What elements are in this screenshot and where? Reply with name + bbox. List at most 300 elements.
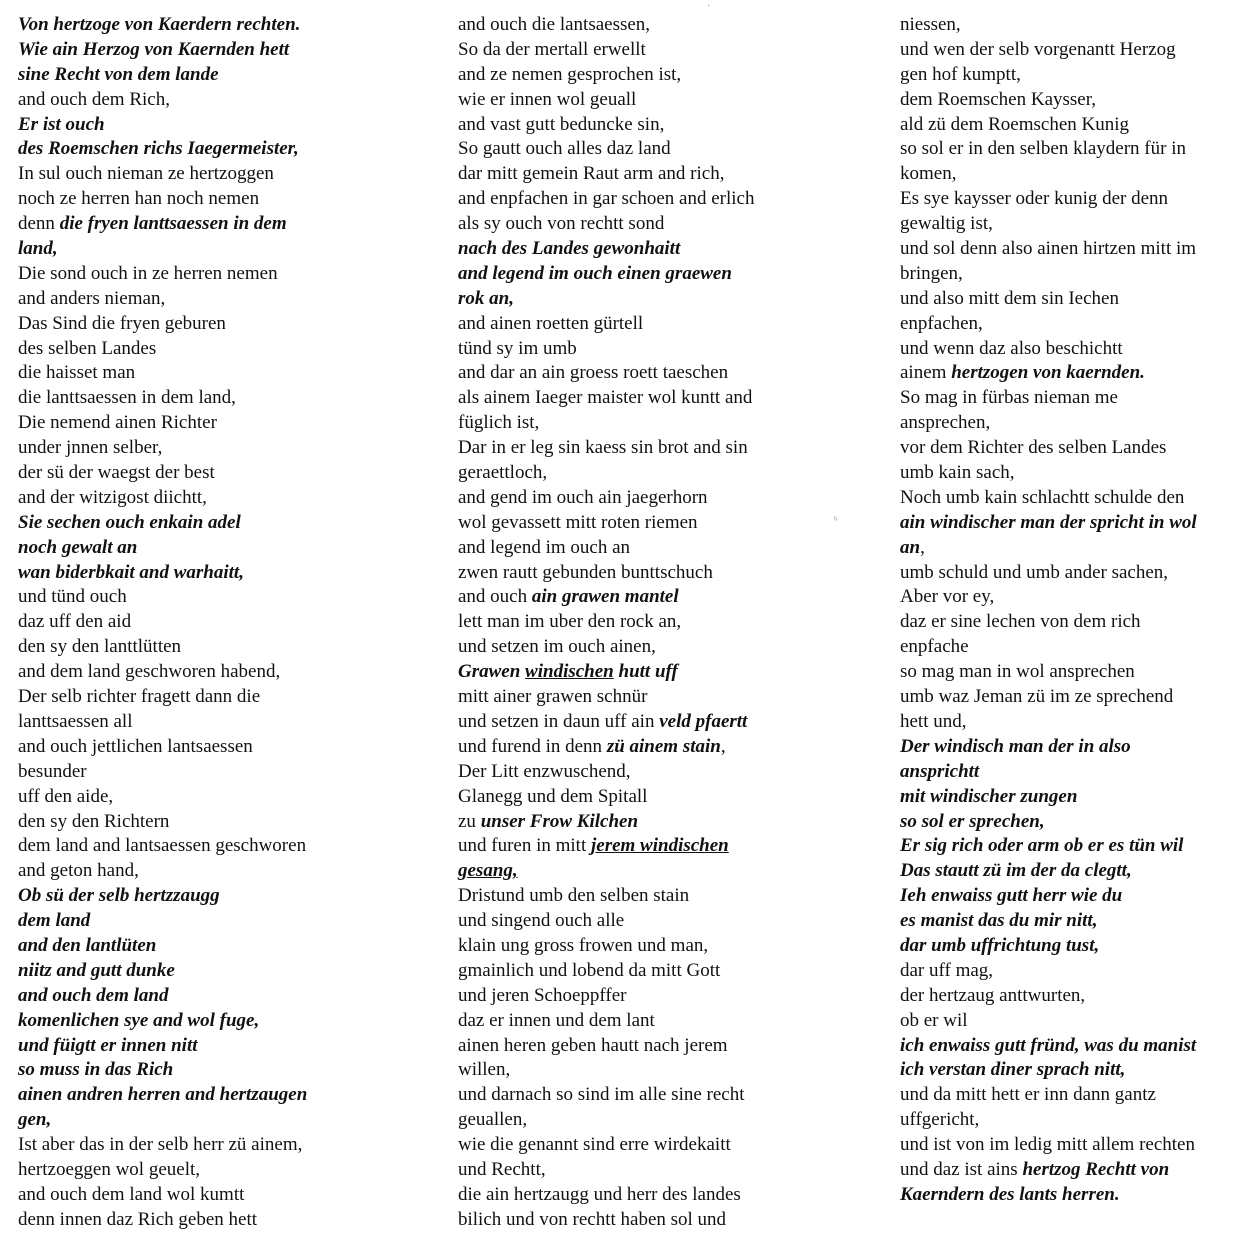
text-segment: Der Litt enzwuschend,: [458, 760, 631, 782]
text-line: [900, 1158, 1197, 1183]
text-line: [900, 187, 1197, 212]
text-line: [900, 1083, 1197, 1108]
text-line: [458, 511, 754, 536]
text-segment: umb schuld und umb ander sachen,: [900, 561, 1169, 583]
text-line: [900, 884, 1197, 909]
text-line: [458, 486, 754, 511]
text-line: [900, 1058, 1197, 1083]
text-line: [900, 585, 1197, 610]
text-line: [900, 461, 1197, 486]
emphasized-text: unser Frow Kilchen: [480, 810, 639, 832]
text-column-left: [18, 13, 307, 1233]
text-line: [18, 511, 307, 536]
emphasized-text: und füigtt er innen nitt: [18, 1034, 198, 1056]
text-line: [18, 585, 307, 610]
text-segment: und singend ouch alle: [458, 910, 625, 932]
text-segment: ainem: [900, 362, 952, 384]
text-segment: wol gevassett mitt roten riemen: [458, 511, 698, 533]
text-line: [18, 909, 307, 934]
text-line: [18, 536, 307, 561]
text-line: [900, 934, 1197, 959]
text-segment: mitt ainer grawen schnür: [458, 686, 648, 708]
text-line: [18, 461, 307, 486]
text-line: [458, 785, 754, 810]
emphasized-text: Von hertzoge von Kaerdern rechten.: [18, 14, 301, 35]
text-segment: als ainem Iaeger maister wol kuntt and: [458, 387, 753, 409]
text-segment: bringen,: [900, 262, 963, 284]
text-line: [18, 660, 307, 685]
text-segment: In sul ouch nieman ze hertzoggen: [18, 163, 274, 185]
emphasized-text: Das stautt zü im der da clegtt,: [900, 860, 1132, 882]
text-segment: willen,: [458, 1059, 511, 1081]
text-line: [900, 237, 1197, 262]
emphasized-text: so muss in das Rich: [18, 1059, 174, 1081]
text-line: [458, 810, 754, 835]
text-line: [900, 1009, 1197, 1034]
emphasized-text: ainen andren herren and hertzaugen: [18, 1084, 308, 1106]
text-line: [18, 38, 307, 63]
text-line: [458, 685, 754, 710]
text-line: [18, 984, 307, 1009]
text-segment: gmainlich und lobend da mitt Gott: [458, 959, 721, 981]
text-segment: and ouch: [458, 586, 532, 608]
emphasized-text: Grawen: [458, 661, 526, 683]
text-line: [900, 38, 1197, 63]
text-line: [18, 735, 307, 760]
text-line: [18, 1058, 307, 1083]
text-line: [900, 1183, 1197, 1208]
text-segment: noch ze herren han noch nemen: [18, 188, 260, 210]
text-line: [900, 760, 1197, 785]
emphasized-text: noch gewalt an: [18, 536, 138, 558]
text-segment: Das Sind die fryen geburen: [18, 312, 226, 334]
text-line: [18, 113, 307, 138]
text-segment: daz er innen und dem lant: [458, 1009, 655, 1031]
text-segment: So gautt ouch alles daz land: [458, 138, 671, 160]
emphasized-text: ain grawen mantel: [531, 586, 679, 608]
text-segment: zu: [458, 810, 481, 832]
text-line: [18, 287, 307, 312]
text-segment: der hertzaug anttwurten,: [900, 984, 1086, 1006]
text-segment: uff den aide,: [18, 785, 114, 807]
text-segment: and anders nieman,: [18, 287, 166, 309]
text-line: [458, 63, 754, 88]
text-segment: ,: [720, 735, 726, 757]
text-segment: daz er sine lechen von dem rich: [900, 611, 1141, 633]
text-line: [18, 486, 307, 511]
text-line: [458, 859, 754, 884]
text-line: [18, 212, 307, 237]
emphasized-text: niitz and gutt dunke: [18, 959, 175, 981]
text-segment: and ouch die lantsaessen,: [458, 14, 651, 35]
text-line: [458, 411, 754, 436]
text-line: [458, 436, 754, 461]
text-segment: klain ung gross frowen und man,: [458, 934, 709, 956]
text-segment: and dar an ain groess roett taeschen: [458, 362, 729, 384]
text-line: [458, 237, 754, 262]
emphasized-text: des Roemschen richs Iaegermeister,: [18, 138, 299, 160]
text-line: [458, 361, 754, 386]
text-line: [900, 511, 1197, 536]
text-line: [458, 660, 754, 685]
text-line: [900, 561, 1197, 586]
text-segment: lett man im uber den rock an,: [458, 611, 682, 633]
text-line: [18, 685, 307, 710]
text-segment: so sol er in den selben klaydern für in: [900, 138, 1186, 160]
text-segment: enpfache: [900, 636, 969, 658]
text-line: [18, 934, 307, 959]
text-line: [900, 984, 1197, 1009]
text-line: [18, 1034, 307, 1059]
text-line: [458, 386, 754, 411]
text-line: [18, 834, 307, 859]
text-segment: wie die genannt sind erre wirdekaitt: [458, 1134, 731, 1156]
text-line: [900, 635, 1197, 660]
text-line: [900, 262, 1197, 287]
text-segment: Der selb richter fragett dann die: [18, 686, 261, 708]
text-segment: geuallen,: [458, 1109, 528, 1131]
text-line: [458, 1034, 754, 1059]
text-line: [458, 461, 754, 486]
text-line: [18, 959, 307, 984]
text-segment: geraettloch,: [458, 462, 548, 484]
emphasized-text: Ob sü der selb hertzzaugg: [18, 885, 220, 907]
text-line: [18, 262, 307, 287]
text-segment: ,: [920, 536, 925, 558]
text-line: [458, 162, 754, 187]
emphasized-text: an: [900, 536, 921, 558]
text-line: [458, 262, 754, 287]
text-line: [900, 486, 1197, 511]
text-segment: und daz ist ains: [900, 1158, 1023, 1180]
emphasized-text: and legend im ouch einen graewen: [458, 262, 732, 284]
text-line: [900, 13, 1197, 38]
text-segment: dar mitt gemein Raut arm and rich,: [458, 163, 725, 185]
text-segment: ob er wil: [900, 1009, 968, 1031]
text-line: [458, 710, 754, 735]
emphasized-text: hertzogen von kaernden.: [951, 362, 1145, 384]
text-line: [18, 710, 307, 735]
text-segment: füglich ist,: [458, 412, 540, 434]
text-line: [458, 287, 754, 312]
emphasized-text: zü ainem stain: [606, 735, 721, 757]
text-segment: and dem land geschworen habend,: [18, 661, 281, 683]
text-segment: ald zü dem Roemschen Kunig: [900, 113, 1130, 135]
text-column-right: [900, 13, 1197, 1208]
text-line: [458, 834, 754, 859]
text-line: [900, 137, 1197, 162]
text-line: [18, 237, 307, 262]
text-line: [900, 212, 1197, 237]
text-line: [900, 710, 1197, 735]
text-segment: die haisset man: [18, 362, 136, 384]
text-line: [458, 585, 754, 610]
text-segment: Dar in er leg sin kaess sin brot and sin: [458, 437, 748, 459]
text-segment: Ist aber das in der selb herr zü ainem,: [18, 1134, 303, 1156]
text-line: [18, 63, 307, 88]
text-segment: und furen in mitt: [458, 835, 591, 857]
emphasized-text: nach des Landes gewonhaitt: [458, 238, 681, 260]
text-segment: Aber vor ey,: [900, 586, 995, 608]
text-segment: die lanttsaessen in dem land,: [18, 387, 236, 409]
emphasized-text: Ieh enwaiss gutt herr wie du: [900, 885, 1123, 907]
emphasized-text: gesang,: [458, 860, 518, 882]
text-segment: und wen der selb vorgenantt Herzog: [900, 38, 1176, 60]
text-line: [18, 312, 307, 337]
text-segment: bilich und von rechtt haben sol und: [458, 1208, 727, 1230]
text-line: [18, 162, 307, 187]
text-segment: gewaltig ist,: [900, 213, 993, 235]
text-segment: Die nemend ainen Richter: [18, 412, 217, 434]
emphasized-text: so sol er sprechen,: [900, 810, 1045, 832]
text-segment: Noch umb kain schlachtt schulde den: [900, 486, 1185, 508]
text-segment: und wenn daz also beschichtt: [900, 337, 1123, 359]
text-segment: so mag man in wol ansprechen: [900, 661, 1135, 683]
emphasized-text: wan biderbkait and warhaitt,: [18, 561, 244, 583]
emphasized-text: Er ist ouch: [18, 113, 105, 135]
emphasized-text: gen,: [18, 1109, 52, 1131]
text-segment: und sol denn also ainen hirtzen mitt im: [900, 238, 1197, 260]
text-line: [900, 386, 1197, 411]
text-segment: wie er innen wol geuall: [458, 88, 637, 110]
text-line: [900, 735, 1197, 760]
emphasized-text: jerem windischen: [590, 835, 729, 857]
text-line: [18, 436, 307, 461]
text-line: [458, 1133, 754, 1158]
text-line: [900, 287, 1197, 312]
text-line: [458, 212, 754, 237]
text-line: [18, 187, 307, 212]
text-line: [18, 859, 307, 884]
text-line: [458, 760, 754, 785]
text-line: [18, 13, 307, 38]
text-line: [458, 88, 754, 113]
text-segment: ansprechen,: [900, 412, 991, 434]
text-segment: und setzen im ouch ainen,: [458, 636, 656, 658]
emphasized-text: sine Recht von dem lande: [18, 63, 219, 85]
text-line: [900, 610, 1197, 635]
text-segment: tünd sy im umb: [458, 337, 577, 359]
text-line: [458, 187, 754, 212]
emphasized-text: Kaerndern des lants herren.: [900, 1183, 1120, 1205]
text-line: [458, 561, 754, 586]
text-segment: and geton hand,: [18, 860, 139, 882]
text-column-middle: [458, 13, 754, 1233]
emphasized-text: rok an,: [458, 287, 514, 309]
text-line: [900, 113, 1197, 138]
text-segment: vor dem Richter des selben Landes: [900, 437, 1167, 459]
text-line: [900, 162, 1197, 187]
text-segment: und darnach so sind im alle sine recht: [458, 1084, 745, 1106]
text-segment: dar uff mag,: [900, 959, 994, 981]
text-line: [458, 984, 754, 1009]
text-line: [18, 411, 307, 436]
text-segment: den sy den lanttlütten: [18, 636, 182, 658]
emphasized-text: windischen: [525, 661, 614, 683]
emphasized-text: Er sig rich oder arm ob er es tün wil: [900, 835, 1184, 857]
text-segment: und also mitt dem sin Iechen: [900, 287, 1119, 309]
text-line: [18, 1133, 307, 1158]
text-segment: and legend im ouch an: [458, 536, 631, 558]
emphasized-text: ain windischer man der spricht in wol: [900, 511, 1197, 533]
text-line: [900, 63, 1197, 88]
text-segment: als sy ouch von rechtt sond: [458, 213, 665, 235]
text-segment: zwen rautt gebunden bunttschuch: [458, 561, 713, 583]
text-line: [458, 959, 754, 984]
emphasized-text: es manist das du mir nitt,: [900, 910, 1098, 932]
text-line: [900, 536, 1197, 561]
text-segment: lanttsaessen all: [18, 710, 133, 732]
text-segment: komen,: [900, 163, 957, 185]
emphasized-text: hertzog Rechtt von: [1022, 1158, 1170, 1180]
text-segment: enpfachen,: [900, 312, 983, 334]
text-line: [458, 113, 754, 138]
text-segment: and ainen roetten gürtell: [458, 312, 644, 334]
text-line: [18, 1009, 307, 1034]
text-line: [900, 436, 1197, 461]
text-line: [18, 1158, 307, 1183]
text-line: [458, 1083, 754, 1108]
text-segment: under jnnen selber,: [18, 437, 163, 459]
text-line: [458, 635, 754, 660]
text-segment: and der witzigost diichtt,: [18, 486, 207, 508]
text-segment: and ouch dem land wol kumtt: [18, 1183, 245, 1205]
emphasized-text: veld pfaertt: [659, 710, 748, 732]
text-line: [458, 312, 754, 337]
emphasized-text: ich enwaiss gutt fründ, was du manist: [900, 1034, 1197, 1056]
text-line: [18, 361, 307, 386]
text-segment: und ist von im ledig mitt allem rechten: [900, 1134, 1195, 1156]
emphasized-text: dem land: [18, 910, 91, 932]
emphasized-text: hutt uff: [613, 661, 678, 683]
text-line: [458, 536, 754, 561]
text-segment: gen hof kumptt,: [900, 63, 1021, 85]
text-line: [458, 38, 754, 63]
emphasized-text: ich verstan diner sprach nitt,: [900, 1059, 1126, 1081]
text-line: [18, 1108, 307, 1133]
text-line: [458, 934, 754, 959]
text-segment: hertzoeggen wol geuelt,: [18, 1158, 201, 1180]
text-segment: umb kain sach,: [900, 462, 1015, 484]
text-segment: and ouch jettlichen lantsaessen: [18, 735, 253, 757]
emphasized-text: land,: [18, 238, 58, 260]
text-segment: So mag in fürbas nieman me: [900, 387, 1118, 409]
text-line: [458, 137, 754, 162]
text-line: [18, 88, 307, 113]
text-line: [18, 884, 307, 909]
text-line: [18, 785, 307, 810]
text-line: [900, 834, 1197, 859]
text-line: [18, 137, 307, 162]
text-line: [900, 810, 1197, 835]
text-line: [900, 859, 1197, 884]
emphasized-text: komenlichen sye and wol fuge,: [18, 1009, 260, 1031]
text-line: [900, 1034, 1197, 1059]
emphasized-text: and ouch dem land: [18, 984, 169, 1006]
text-line: [900, 685, 1197, 710]
text-segment: and ze nemen gesprochen ist,: [458, 63, 682, 85]
text-line: [900, 361, 1197, 386]
text-segment: niessen,: [900, 14, 961, 35]
text-line: [458, 13, 754, 38]
text-segment: uffgericht,: [900, 1109, 980, 1131]
text-line: [18, 561, 307, 586]
text-line: [900, 88, 1197, 113]
text-line: [900, 1108, 1197, 1133]
text-segment: and enpfachen in gar schoen and erlich: [458, 188, 755, 210]
text-line: [18, 610, 307, 635]
text-segment: und Rechtt,: [458, 1158, 546, 1180]
text-segment: des selben Landes: [18, 337, 157, 359]
text-line: [900, 909, 1197, 934]
text-segment: daz uff den aid: [18, 611, 132, 633]
text-segment: So da der mertall erwellt: [458, 38, 646, 60]
text-line: [18, 635, 307, 660]
text-line: [18, 1208, 307, 1233]
text-segment: den sy den Richtern: [18, 810, 170, 832]
scan-speck: ᵇ: [834, 515, 838, 526]
text-line: [18, 1083, 307, 1108]
text-line: [458, 610, 754, 635]
text-segment: Es sye kaysser oder kunig der denn: [900, 188, 1169, 210]
text-segment: umb waz Jeman zü im ze sprechend: [900, 686, 1174, 708]
text-line: [458, 1009, 754, 1034]
text-line: [18, 386, 307, 411]
text-segment: und jeren Schoeppffer: [458, 984, 627, 1006]
text-line: [18, 810, 307, 835]
text-segment: und tünd ouch: [18, 586, 127, 608]
text-segment: dem Roemschen Kaysser,: [900, 88, 1097, 110]
text-line: [458, 1058, 754, 1083]
text-segment: und furend in denn: [458, 735, 607, 757]
emphasized-text: Der windisch man der in also: [900, 735, 1131, 757]
text-line: [900, 959, 1197, 984]
text-line: [458, 1208, 754, 1233]
text-line: [458, 1183, 754, 1208]
text-segment: besunder: [18, 760, 87, 782]
text-segment: and vast gutt beduncke sin,: [458, 113, 665, 135]
text-line: [900, 337, 1197, 362]
text-segment: und da mitt hett er inn dann gantz: [900, 1084, 1156, 1106]
text-line: [458, 337, 754, 362]
text-line: [18, 337, 307, 362]
text-segment: ainen heren geben hautt nach jerem: [458, 1034, 728, 1056]
emphasized-text: Sie sechen ouch enkain adel: [18, 511, 241, 533]
text-segment: Glanegg und dem Spitall: [458, 785, 648, 807]
text-segment: Dristund umb den selben stain: [458, 885, 690, 907]
scan-speck: ·: [707, 1, 711, 12]
emphasized-text: and den lantlüten: [18, 934, 157, 956]
text-segment: die ain hertzaugg und herr des landes: [458, 1183, 741, 1205]
text-segment: denn: [18, 213, 60, 235]
text-line: [900, 660, 1197, 685]
text-segment: denn innen daz Rich geben hett: [18, 1208, 258, 1230]
emphasized-text: Wie ain Herzog von Kaernden hett: [18, 38, 290, 60]
text-segment: hett und,: [900, 710, 967, 732]
text-segment: der sü der waegst der best: [18, 462, 215, 484]
text-line: [458, 884, 754, 909]
text-segment: dem land and lantsaessen geschworen: [18, 835, 307, 857]
text-line: [458, 735, 754, 760]
emphasized-text: mit windischer zungen: [900, 785, 1078, 807]
text-segment: Die sond ouch in ze herren nemen: [18, 262, 278, 284]
text-line: [900, 1133, 1197, 1158]
text-line: [18, 760, 307, 785]
emphasized-text: ansprichtt: [900, 760, 980, 782]
text-segment: and ouch dem Rich,: [18, 88, 170, 110]
text-line: [900, 411, 1197, 436]
text-segment: and gend im ouch ain jaegerhorn: [458, 486, 708, 508]
